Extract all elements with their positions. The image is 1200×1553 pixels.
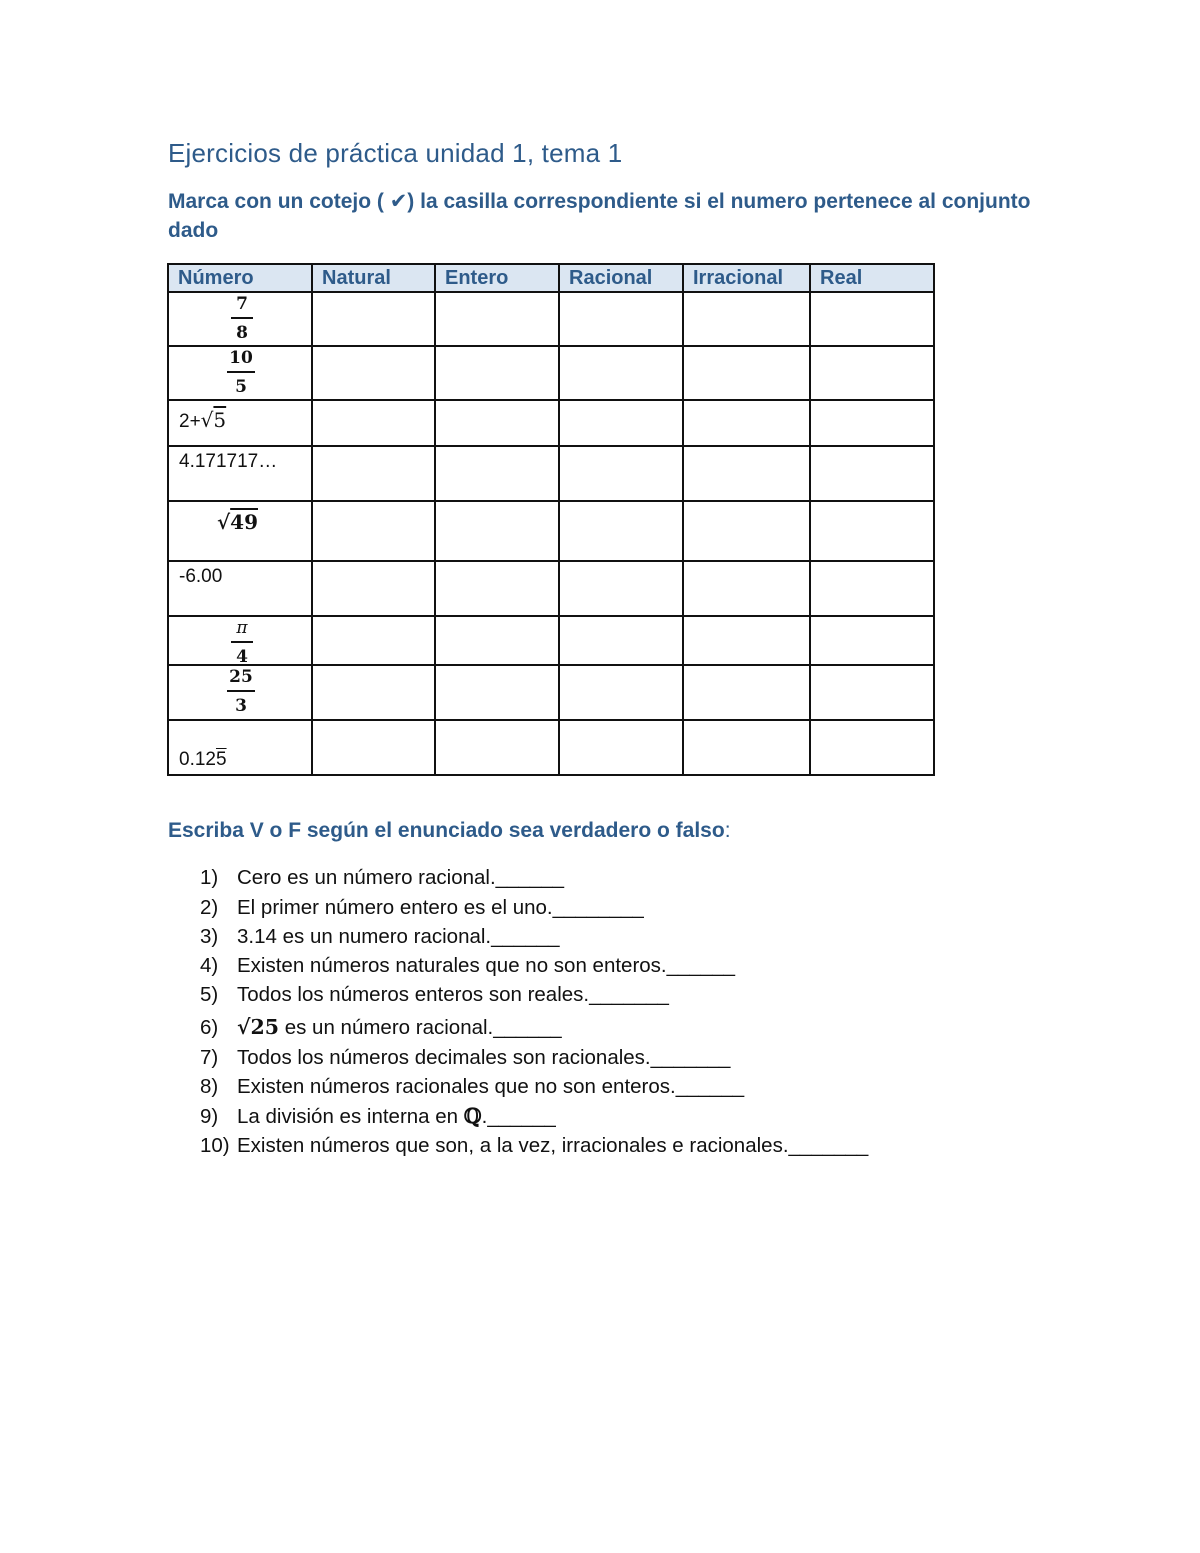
checkbox-cell[interactable] [810,720,934,775]
checkbox-cell[interactable] [312,292,435,346]
checkbox-cell[interactable] [683,665,810,720]
checkbox-cell[interactable] [559,665,683,720]
checkbox-cell[interactable] [312,446,435,501]
checkbox-cell[interactable] [435,346,559,400]
number-cell [168,346,312,400]
checkbox-cell[interactable] [810,292,934,346]
table-row [168,561,934,616]
table-row [168,292,934,346]
number-cell: √49 [168,501,312,561]
checkbox-cell[interactable] [312,720,435,775]
checkbox-cell[interactable] [312,400,435,446]
checkbox-cell[interactable] [559,561,683,616]
number-cell: 2+√5 [168,400,312,446]
list-item: 7) Todos los números decimales son racionales._______ [200,1046,731,1069]
list-item: 1) Cero es un número racional.______ [200,866,565,889]
checkbox-cell[interactable] [810,446,934,501]
checkbox-cell[interactable] [559,446,683,501]
checkbox-cell[interactable] [435,446,559,501]
checkbox-cell[interactable] [312,501,435,561]
header-irracional: Irracional [683,264,810,292]
checkbox-cell[interactable] [559,400,683,446]
table-row [168,446,934,501]
table-row [168,665,934,720]
table-row [168,346,934,400]
checkbox-cell[interactable] [683,446,810,501]
checkbox-cell[interactable] [435,616,559,665]
header-entero: Entero [435,264,559,292]
checkbox-cell[interactable] [312,346,435,400]
checkbox-cell[interactable] [683,501,810,561]
number-cell: -6.00 [168,561,312,616]
list-item: 10) Existen números que son, a la vez, irracionales e racionales._______ [200,1134,869,1157]
number-cell [168,292,312,346]
checkbox-cell[interactable] [683,561,810,616]
list-item: 5) Todos los números enteros son reales._______ [200,983,669,1006]
checkbox-cell[interactable] [312,561,435,616]
fraction: 10 5 [227,348,255,397]
checkbox-cell[interactable] [683,292,810,346]
fraction: 7 8 [231,294,253,343]
list-item: 4) Existen números naturales que no son enteros.______ [200,954,736,977]
checkbox-cell[interactable] [559,720,683,775]
checkbox-cell[interactable] [559,346,683,400]
list-item: 8) Existen números racionales que no son enteros.______ [200,1075,745,1098]
fraction: 25 3 [227,667,255,716]
header-real: Real [810,264,934,292]
classification-table [167,263,935,776]
page-title: Ejercicios de práctica unidad 1, tema 1 [168,138,623,168]
table-row [168,616,934,665]
number-cell [168,665,312,720]
checkbox-cell[interactable] [312,665,435,720]
number-cell [168,616,312,665]
checkbox-cell[interactable] [435,665,559,720]
checkbox-cell[interactable] [435,561,559,616]
table-header-row [168,264,934,292]
checkbox-cell[interactable] [810,616,934,665]
checkbox-cell[interactable] [683,616,810,665]
checkbox-cell[interactable] [559,292,683,346]
list-item: 6) √25 es un número racional.______ [200,1015,562,1039]
header-racional: Racional [559,264,683,292]
checkbox-cell[interactable] [312,616,435,665]
list-item: 2) El primer número entero es el uno.________ [200,896,644,919]
list-item: 9) La división es interna en ℚ.______ [200,1104,556,1128]
table-row [168,400,934,446]
checkbox-cell[interactable] [683,400,810,446]
checkbox-cell[interactable] [810,346,934,400]
instruction-text: Marca con un cotejo ( ✔) la casilla correspondiente si el numero pertenece al conjunto dado [168,190,1031,242]
checkbox-cell[interactable] [683,346,810,400]
table-row [168,720,934,775]
checkbox-cell[interactable] [435,720,559,775]
table-row [168,501,934,561]
fraction: π 4 [231,618,253,667]
checkbox-cell[interactable] [435,501,559,561]
checkbox-cell[interactable] [435,292,559,346]
header-natural: Natural [312,264,435,292]
checkbox-cell[interactable] [683,720,810,775]
section-title: Escriba V o F según el enunciado sea verdadero o falso: [168,819,731,842]
checkbox-cell[interactable] [810,501,934,561]
number-cell: 4.171717… [168,446,312,501]
number-cell: 0.125 [168,720,312,775]
checkbox-cell[interactable] [559,616,683,665]
checkbox-cell[interactable] [810,665,934,720]
checkbox-cell[interactable] [810,400,934,446]
header-numero: Número [168,264,312,292]
checkbox-cell[interactable] [435,400,559,446]
checkbox-cell[interactable] [559,501,683,561]
list-item: 3) 3.14 es un numero racional.______ [200,925,560,948]
checkbox-cell[interactable] [810,561,934,616]
